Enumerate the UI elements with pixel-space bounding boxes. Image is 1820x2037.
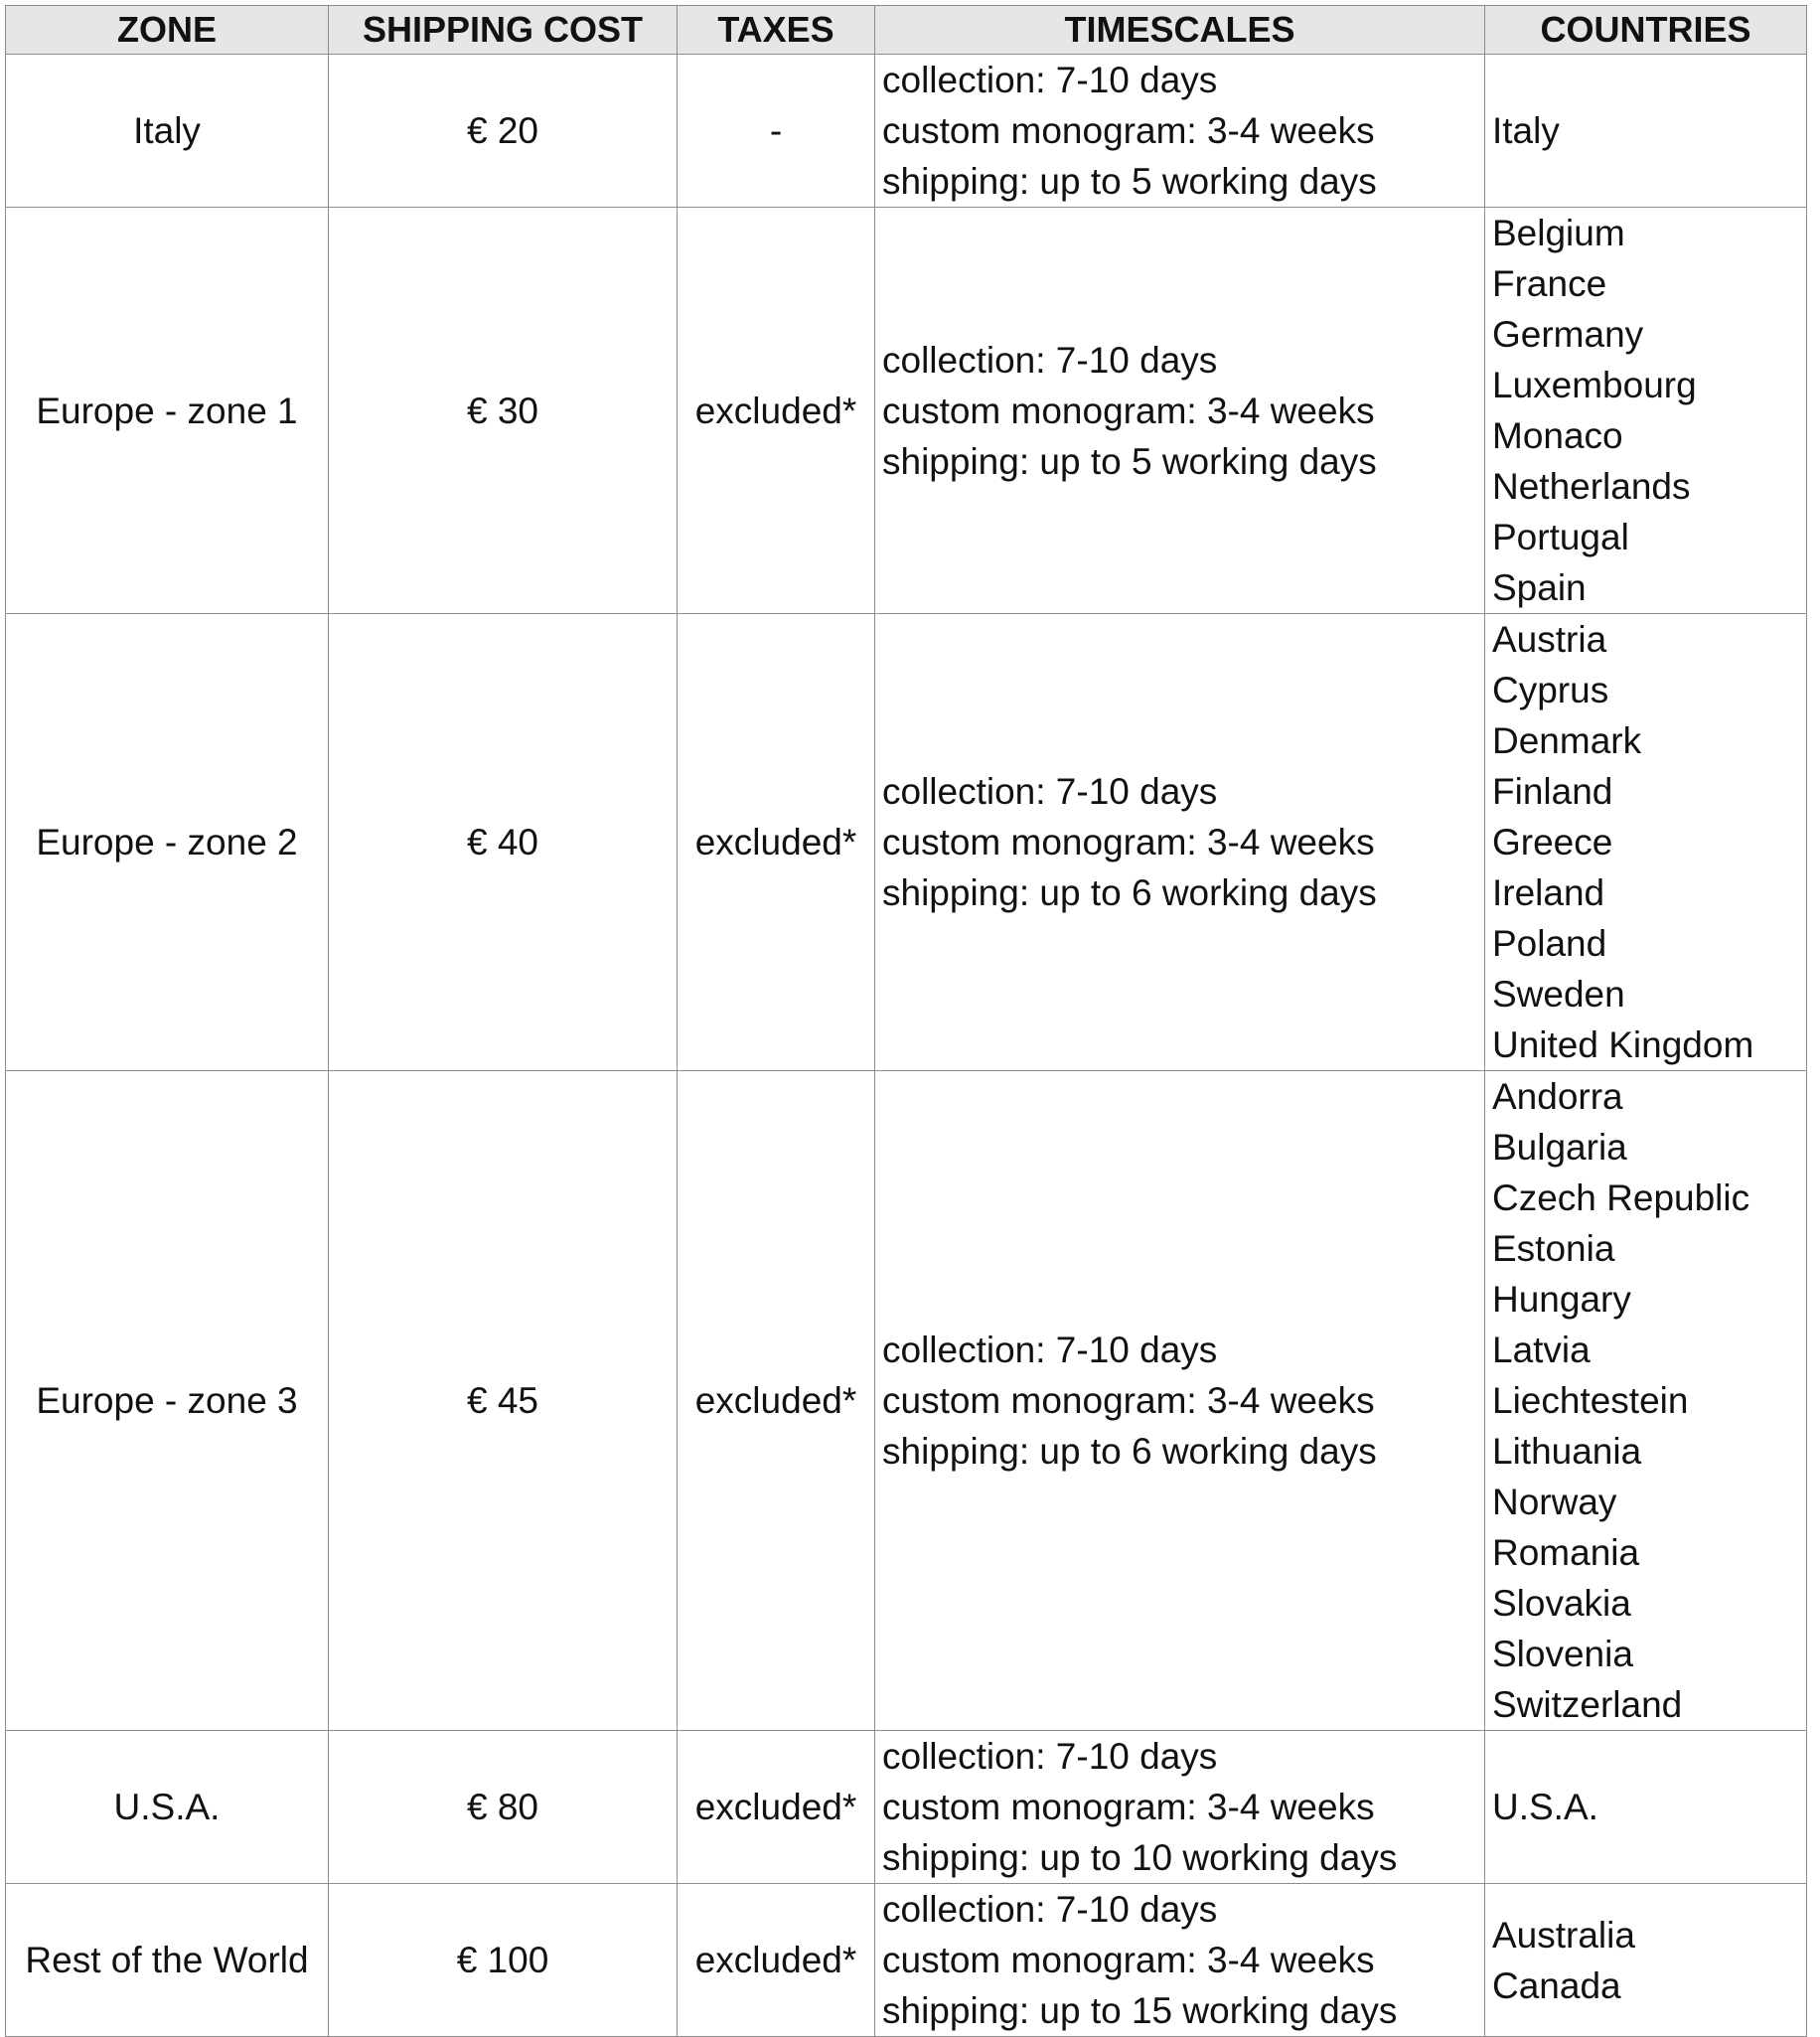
timescales-cell	[875, 55, 1485, 208]
country: Canada	[1492, 1964, 1621, 2006]
taxes-cell: excluded*	[678, 614, 875, 1071]
country: Andorra	[1492, 1076, 1623, 1117]
country: Italy	[1492, 110, 1560, 151]
country: Belgium	[1492, 213, 1625, 253]
countries-cell	[1485, 55, 1807, 208]
table-row	[6, 1071, 1807, 1731]
timescale-line: collection: 7-10 days	[882, 1736, 1218, 1777]
country: Greece	[1492, 822, 1613, 862]
country: Denmark	[1492, 720, 1642, 761]
zone-cell: U.S.A.	[6, 1731, 329, 1884]
country: Australia	[1492, 1914, 1635, 1956]
timescales-cell	[875, 614, 1485, 1071]
country: Austria	[1492, 619, 1607, 660]
country: Poland	[1492, 923, 1607, 964]
country: Luxembourg	[1492, 365, 1697, 405]
country: United Kingdom	[1492, 1024, 1754, 1065]
shipping-cost-cell: € 45	[329, 1071, 678, 1731]
timescale-line: shipping: up to 10 working days	[882, 1837, 1398, 1878]
taxes-cell: excluded*	[678, 1731, 875, 1884]
country: Slovakia	[1492, 1583, 1631, 1624]
country: Lithuania	[1492, 1431, 1642, 1472]
country: Latvia	[1492, 1330, 1591, 1370]
timescale-line: custom monogram: 3-4 weeks	[882, 1380, 1375, 1421]
country: Monaco	[1492, 415, 1623, 456]
taxes-cell: excluded*	[678, 208, 875, 614]
countries-cell	[1485, 1731, 1807, 1884]
timescale-line: custom monogram: 3-4 weeks	[882, 1787, 1375, 1827]
timescale-line: custom monogram: 3-4 weeks	[882, 390, 1375, 431]
timescale-line: collection: 7-10 days	[882, 771, 1218, 812]
timescale-line: collection: 7-10 days	[882, 1330, 1218, 1370]
zone-cell: Italy	[6, 55, 329, 208]
timescales-cell	[875, 1071, 1485, 1731]
zone-cell: Europe - zone 1	[6, 208, 329, 614]
country: Liechtestein	[1492, 1380, 1689, 1421]
timescale-line: shipping: up to 15 working days	[882, 1990, 1398, 2031]
zone-cell: Europe - zone 2	[6, 614, 329, 1071]
shipping-cost-cell: € 100	[329, 1884, 678, 2037]
timescale-line: collection: 7-10 days	[882, 339, 1218, 381]
header-timescales: TIMESCALES	[875, 6, 1485, 55]
table-row	[6, 614, 1807, 1071]
taxes-cell: excluded*	[678, 1071, 875, 1731]
country: Ireland	[1492, 872, 1605, 913]
country: Finland	[1492, 771, 1613, 812]
taxes-cell: -	[678, 55, 875, 208]
timescale-line: shipping: up to 6 working days	[882, 872, 1377, 913]
timescales-cell	[875, 1884, 1485, 2037]
countries-cell	[1485, 1071, 1807, 1731]
country: Netherlands	[1492, 466, 1691, 507]
header-taxes: TAXES	[678, 6, 875, 55]
timescale-line: shipping: up to 6 working days	[882, 1431, 1377, 1472]
countries-cell	[1485, 614, 1807, 1071]
timescales-cell	[875, 1731, 1485, 1884]
table-row	[6, 55, 1807, 208]
table-row	[6, 208, 1807, 614]
countries-cell	[1485, 1884, 1807, 2037]
table-row	[6, 1731, 1807, 1884]
country: Spain	[1492, 567, 1587, 608]
country: Portugal	[1492, 517, 1629, 557]
zone-cell: Europe - zone 3	[6, 1071, 329, 1731]
country: Czech Republic	[1492, 1177, 1750, 1218]
header-shipping-cost: SHIPPING COST	[329, 6, 678, 55]
country: Hungary	[1492, 1279, 1631, 1320]
country: Germany	[1492, 314, 1644, 355]
timescales-cell	[875, 208, 1485, 614]
country: France	[1492, 263, 1607, 304]
country: Switzerland	[1492, 1684, 1683, 1725]
country: U.S.A.	[1492, 1787, 1598, 1827]
taxes-cell: excluded*	[678, 1884, 875, 2037]
country: Estonia	[1492, 1228, 1615, 1269]
timescale-line: custom monogram: 3-4 weeks	[882, 822, 1375, 862]
shipping-cost-cell: € 30	[329, 208, 678, 614]
shipping-cost-cell: € 40	[329, 614, 678, 1071]
shipping-cost-cell: € 20	[329, 55, 678, 208]
timescale-line: collection: 7-10 days	[882, 1889, 1218, 1930]
timescale-line: collection: 7-10 days	[882, 60, 1218, 100]
timescale-line: shipping: up to 5 working days	[882, 161, 1377, 202]
country: Cyprus	[1492, 670, 1609, 710]
country: Norway	[1492, 1482, 1617, 1522]
table-row	[6, 1884, 1807, 2037]
timescale-line: shipping: up to 5 working days	[882, 440, 1377, 482]
timescale-line: custom monogram: 3-4 weeks	[882, 1940, 1375, 1980]
country: Sweden	[1492, 974, 1625, 1015]
countries-cell	[1485, 208, 1807, 614]
country: Bulgaria	[1492, 1127, 1627, 1168]
shipping-rates-table	[5, 5, 1807, 2037]
shipping-cost-cell: € 80	[329, 1731, 678, 1884]
header-zone: ZONE	[6, 6, 329, 55]
zone-cell: Rest of the World	[6, 1884, 329, 2037]
header-countries: COUNTRIES	[1485, 6, 1807, 55]
country: Romania	[1492, 1532, 1640, 1573]
timescale-line: custom monogram: 3-4 weeks	[882, 110, 1375, 151]
country: Slovenia	[1492, 1634, 1633, 1674]
table-header-row	[6, 6, 1807, 55]
